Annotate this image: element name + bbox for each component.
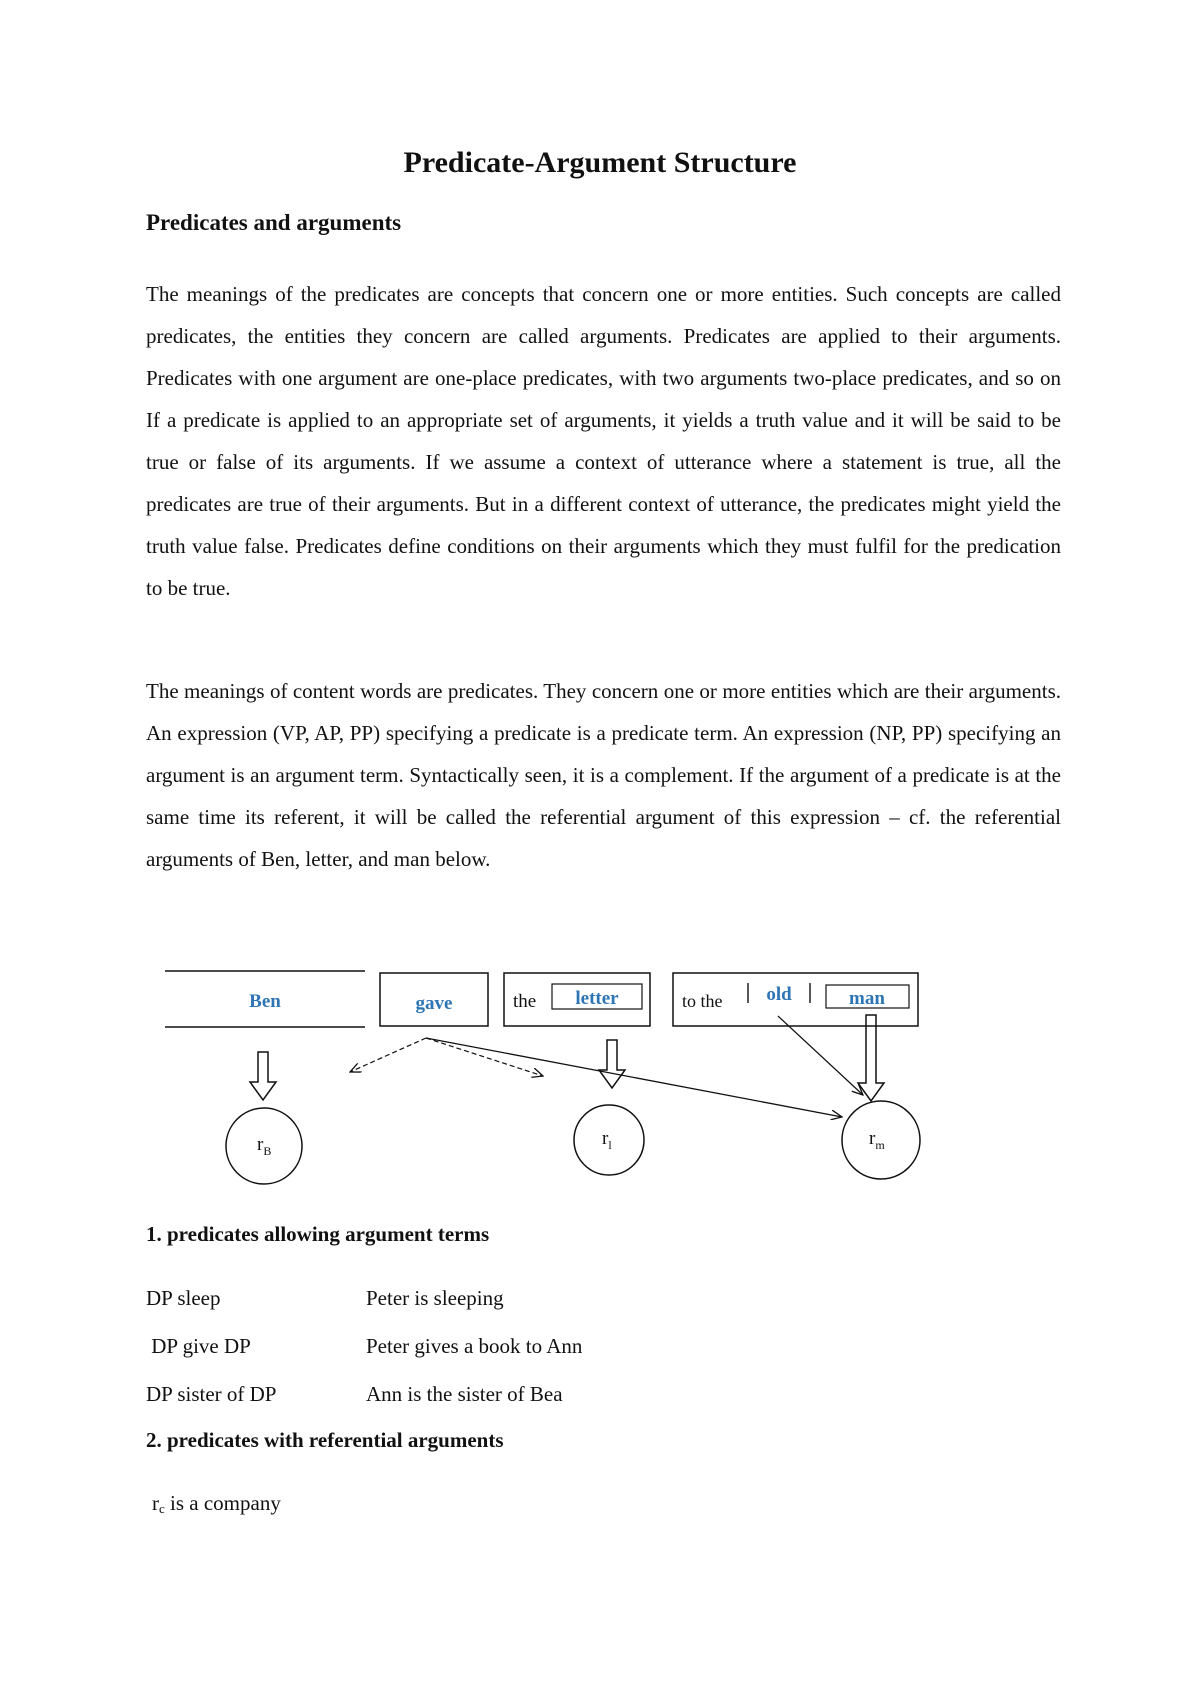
paragraph-1: The meanings of the predicates are concepts that concern one or more entities. Such concepts are called predicates, the entities they concern are called arguments. Predicates are applied to their arguments. Predicates with one argument are one-place predicates, with two arguments two-place predicates, and so on If a predicate is applied to an appropriate set of arguments, it yields a truth value and it will be said to be true or false of its arguments. If we assume a context of utterance where a statement is true, all the predicates are true of their arguments. But in a different context of utterance, the predicates might yield the truth value false. Predicates define conditions on their arguments which they must fulfil for the predication to be true. <box>146 282 1061 600</box>
down-arrow-ben <box>250 1052 276 1100</box>
word-ben: Ben <box>249 991 281 1012</box>
example-sentence: Peter gives a book to Ann <box>366 1334 583 1358</box>
down-arrow-letter <box>599 1040 625 1088</box>
word-the: the <box>513 991 537 1012</box>
predicate-term: DP sister of DP <box>146 1382 277 1406</box>
referent-label-ben: $r_B$ <box>257 1134 272 1158</box>
referential-example <box>152 1491 281 1517</box>
section-2-heading: 2. predicates with referential arguments <box>146 1428 504 1452</box>
predicate-argument-diagram <box>0 955 1200 1195</box>
word-to-the: to the <box>682 991 723 1011</box>
paragraph-2: The meanings of content words are predicates. They concern one or more entities which are their arguments. An expression (VP, AP, PP) specifying a predicate is a predicate term. An expression (NP, PP) specifying an argument is an argument term. Syntactically seen, it is a complement. If the argument of a predicate is at the same time its referent, it will be called the referential argument of this expression – cf. the referential arguments of Ben, letter, and man below. <box>146 679 1061 871</box>
section-1-heading: 1. predicates allowing argument terms <box>146 1222 490 1246</box>
page-title: Predicate-Argument Structure <box>403 146 797 179</box>
arrow-gave-to-man <box>426 1038 842 1117</box>
referent-label-man: $r_m$ <box>869 1128 885 1152</box>
word-gave: gave <box>415 993 453 1014</box>
predicate-term: DP give DP <box>146 1334 251 1358</box>
arrow-gave-to-ben <box>350 1038 426 1072</box>
example-sentence: Peter is sleeping <box>366 1286 504 1310</box>
section-heading: Predicates and arguments <box>146 210 402 235</box>
predicate-term: DP sleep <box>146 1286 221 1310</box>
word-letter: letter <box>575 988 619 1009</box>
arrow-old-to-man <box>778 1016 863 1095</box>
word-old: old <box>766 984 792 1005</box>
example-sentence: Ann is the sister of Bea <box>366 1382 563 1406</box>
referent-label-letter: $r_l$ <box>602 1128 612 1152</box>
down-arrow-man <box>858 1015 884 1101</box>
referent-symbol: r <box>152 1491 159 1515</box>
referent-subscript: c <box>159 1501 165 1516</box>
referent-predicate: is a company <box>164 1491 281 1515</box>
word-man: man <box>849 988 885 1009</box>
